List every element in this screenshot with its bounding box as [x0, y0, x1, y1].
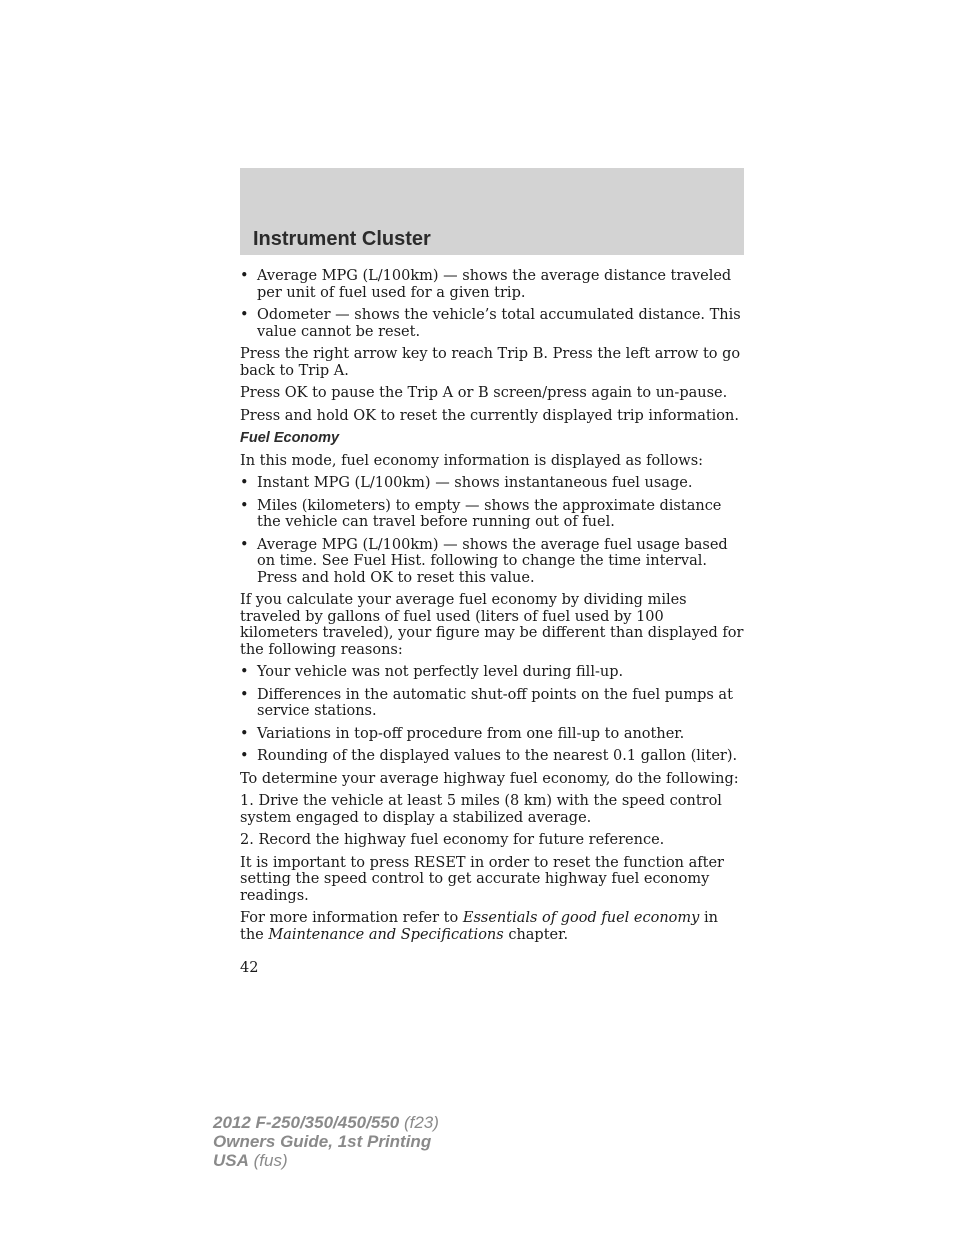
page-number: 42	[240, 960, 259, 976]
footer-line: 2012 F-250/350/450/550 (f23)	[213, 1113, 439, 1132]
paragraph: Press OK to pause the Trip A or B screen/press again to un-pause.	[240, 385, 728, 401]
bullet-icon: •	[240, 497, 249, 514]
bullet-icon: •	[240, 307, 249, 323]
paragraph: Press and hold OK to reset the currently displayed trip information.	[240, 407, 739, 424]
paragraph: In this mode, fuel economy information is displayed as follows:	[240, 452, 704, 469]
step-item: 1. Drive the vehicle at least 5 miles (8 km) with the speed control system engaged to display a stabilized average.	[240, 793, 722, 826]
more-info-paragraph: For more information refer to Essentials of good fuel economy in the Maintenance and Specifications chapter.	[240, 910, 718, 943]
paragraph: It is important to press RESET in order to reset the function after setting the speed control to get accurate highway fuel economy readings.	[240, 854, 724, 904]
bullet-icon: •	[240, 686, 249, 703]
list-item: • Odometer — shows the vehicle’s total accumulated distance. This value cannot be reset.	[240, 307, 741, 340]
section-heading: Fuel Economy	[240, 430, 340, 446]
paragraph: Press the right arrow key to reach Trip B. Press the left arrow to go back to Trip A.	[240, 346, 741, 379]
list-item: • Rounding of the displayed values to the nearest 0.1 gallon (liter).	[240, 748, 738, 764]
list-item: • Average MPG (L/100km) — shows the average fuel usage based on time. See Fuel Hist. following to change the time interval. Press and hold OK to reset this value.	[240, 536, 728, 586]
bullet-icon: •	[240, 536, 249, 553]
bullet-icon: •	[240, 748, 249, 764]
step-item: 2. Record the highway fuel economy for future reference.	[240, 832, 665, 848]
bullet-icon: •	[240, 725, 249, 742]
footer-line: Owners Guide, 1st Printing	[213, 1132, 432, 1151]
reference-fuel-economy: Essentials of good fuel economy	[462, 910, 700, 926]
paragraph: To determine your average highway fuel economy, do the following:	[240, 770, 739, 787]
bullet-icon: •	[240, 664, 249, 680]
bullet-icon: •	[240, 268, 249, 284]
list-item: • Miles (kilometers) to empty — shows the approximate distance the vehicle can travel before running out of fuel.	[240, 497, 722, 530]
paragraph: If you calculate your average fuel economy by dividing miles traveled by gallons of fuel used (liters of fuel used by 100 kilometers traveled), your figure may be different than displayed for the following reasons:	[240, 592, 744, 658]
page-content	[240, 268, 745, 949]
list-item: • Instant MPG (L/100km) — shows instantaneous fuel usage.	[240, 475, 693, 491]
chapter-title: Instrument Cluster	[253, 228, 431, 250]
footer-line: USA (fus)	[213, 1151, 288, 1170]
reference-maintenance-chapter: Maintenance and Specifications	[268, 926, 504, 943]
list-item: • Variations in top-off procedure from one fill-up to another.	[240, 725, 685, 742]
list-item: • Differences in the automatic shut-off points on the fuel pumps at service stations.	[240, 686, 733, 719]
list-item: • Average MPG (L/100km) — shows the average distance traveled per unit of fuel used for a given trip.	[240, 268, 732, 301]
section-header-band	[240, 168, 744, 255]
trip-bullet-list	[240, 268, 745, 340]
document-footer	[213, 1113, 439, 1170]
fuel-economy-bullet-list	[240, 475, 745, 586]
bullet-icon: •	[240, 475, 249, 491]
list-item: • Your vehicle was not perfectly level during fill-up.	[240, 664, 624, 680]
reasons-bullet-list	[240, 664, 745, 765]
